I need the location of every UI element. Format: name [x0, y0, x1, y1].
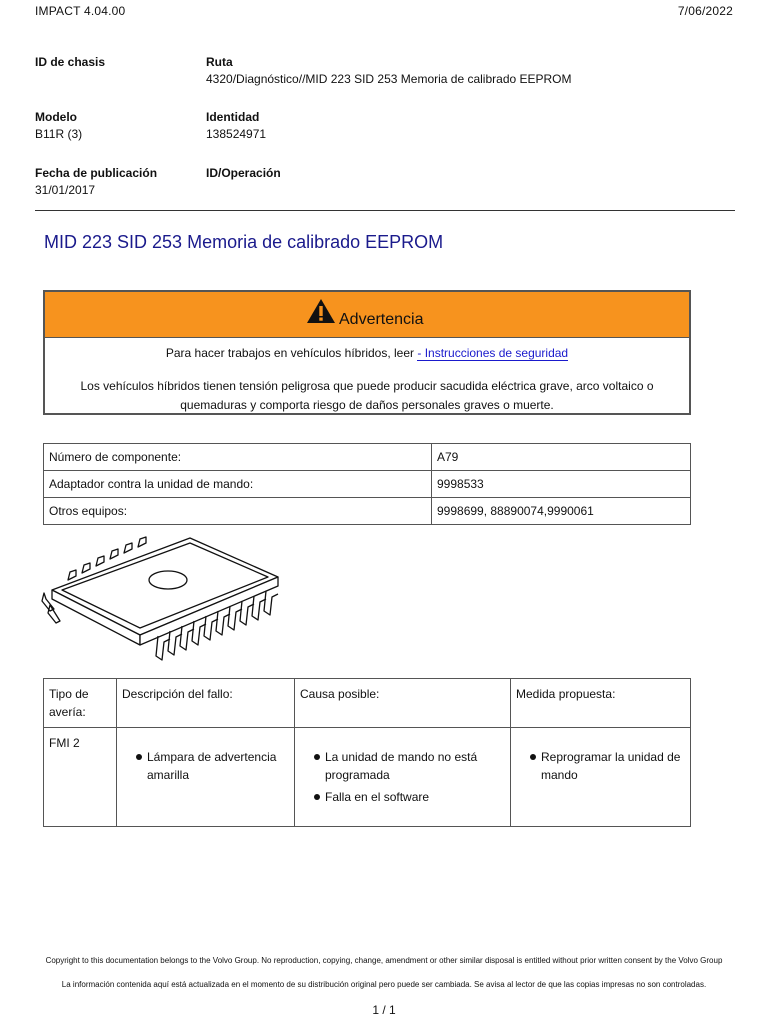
warning-line-2: Los vehículos híbridos tienen tensión peligrosa que puede producir sacudida eléctrica grave, arco voltaico o quemaduras y comporta riesgo de daños personales graves o muerte.	[80, 379, 654, 412]
other-equipment-value: 9998699, 88890074,9990061	[432, 498, 691, 525]
fault-type-value: FMI 2	[44, 728, 117, 827]
page-number: 1 / 1	[372, 1003, 396, 1017]
page-title: MID 223 SID 253 Memoria de calibrado EEPROM	[44, 232, 444, 252]
list-item: Reprogramar la unidad de mando	[516, 748, 685, 784]
safety-instructions-link[interactable]: - Instrucciones de seguridad	[417, 346, 569, 360]
header-divider	[35, 210, 735, 211]
header-proposed-measure: Medida propuesta:	[511, 679, 691, 728]
measure-list	[516, 748, 685, 784]
other-equipment-label: Otros equipos:	[44, 498, 432, 525]
table-row	[44, 498, 691, 525]
faults-table	[43, 678, 691, 827]
print-date: 7/06/2022	[677, 4, 733, 18]
header-fault-type: Tipo de avería:	[44, 679, 117, 728]
warning-header	[45, 292, 689, 338]
table-row	[44, 679, 691, 728]
pubdate-label: Fecha de publicación	[35, 166, 158, 180]
warning-body	[45, 344, 689, 415]
warning-box	[43, 290, 691, 415]
description-list	[122, 748, 289, 784]
adapter-value: 9998533	[432, 471, 691, 498]
header-fault-description: Descripción del fallo:	[117, 679, 295, 728]
component-number-value: A79	[432, 444, 691, 471]
adapter-label: Adaptador contra la unidad de mando:	[44, 471, 432, 498]
model-label: Modelo	[35, 110, 77, 124]
warning-line-1	[45, 344, 689, 363]
table-row	[44, 728, 691, 827]
warning-line-1-text: Para hacer trabajos en vehículos híbridos, leer	[165, 346, 415, 360]
component-number-label: Número de componente:	[44, 444, 432, 471]
pubdate-value: 31/01/2017	[35, 183, 96, 197]
identity-label: Identidad	[206, 110, 260, 124]
chassis-label: ID de chasis	[35, 55, 106, 69]
app-version: IMPACT 4.04.00	[35, 4, 126, 18]
proposed-measure-cell	[511, 728, 691, 827]
list-item: Falla en el software	[300, 788, 505, 806]
header-possible-cause: Causa posible:	[295, 679, 511, 728]
table-row	[44, 471, 691, 498]
update-notice: La información contenida aquí está actualizada en el momento de su distribución original pero puede ser cambiada. Se avisa al lector de que las copias impresas no son controladas.	[61, 980, 707, 989]
operation-label: ID/Operación	[206, 166, 281, 180]
components-table	[43, 443, 691, 525]
fault-description-cell	[117, 728, 295, 827]
list-item: La unidad de mando no está programada	[300, 748, 505, 784]
warning-title: Advertencia	[339, 311, 424, 328]
eeprom-chip-illustration	[40, 535, 290, 665]
model-value: B11R (3)	[35, 127, 83, 141]
warning-icon	[306, 298, 336, 324]
table-row	[44, 444, 691, 471]
identity-value: 138524971	[206, 127, 267, 141]
possible-cause-cell	[295, 728, 511, 827]
list-item: Lámpara de advertencia amarilla	[122, 748, 289, 784]
route-label: Ruta	[206, 55, 233, 69]
cause-list	[300, 748, 505, 806]
copyright-notice: Copyright to this documentation belongs to the Volvo Group. No reproduction, copying, change, amendment or other similar disposal is entitled without prior written consent by the Volvo Group	[45, 956, 723, 965]
route-value: 4320/Diagnóstico//MID 223 SID 253 Memoria de calibrado EEPROM	[206, 72, 572, 86]
